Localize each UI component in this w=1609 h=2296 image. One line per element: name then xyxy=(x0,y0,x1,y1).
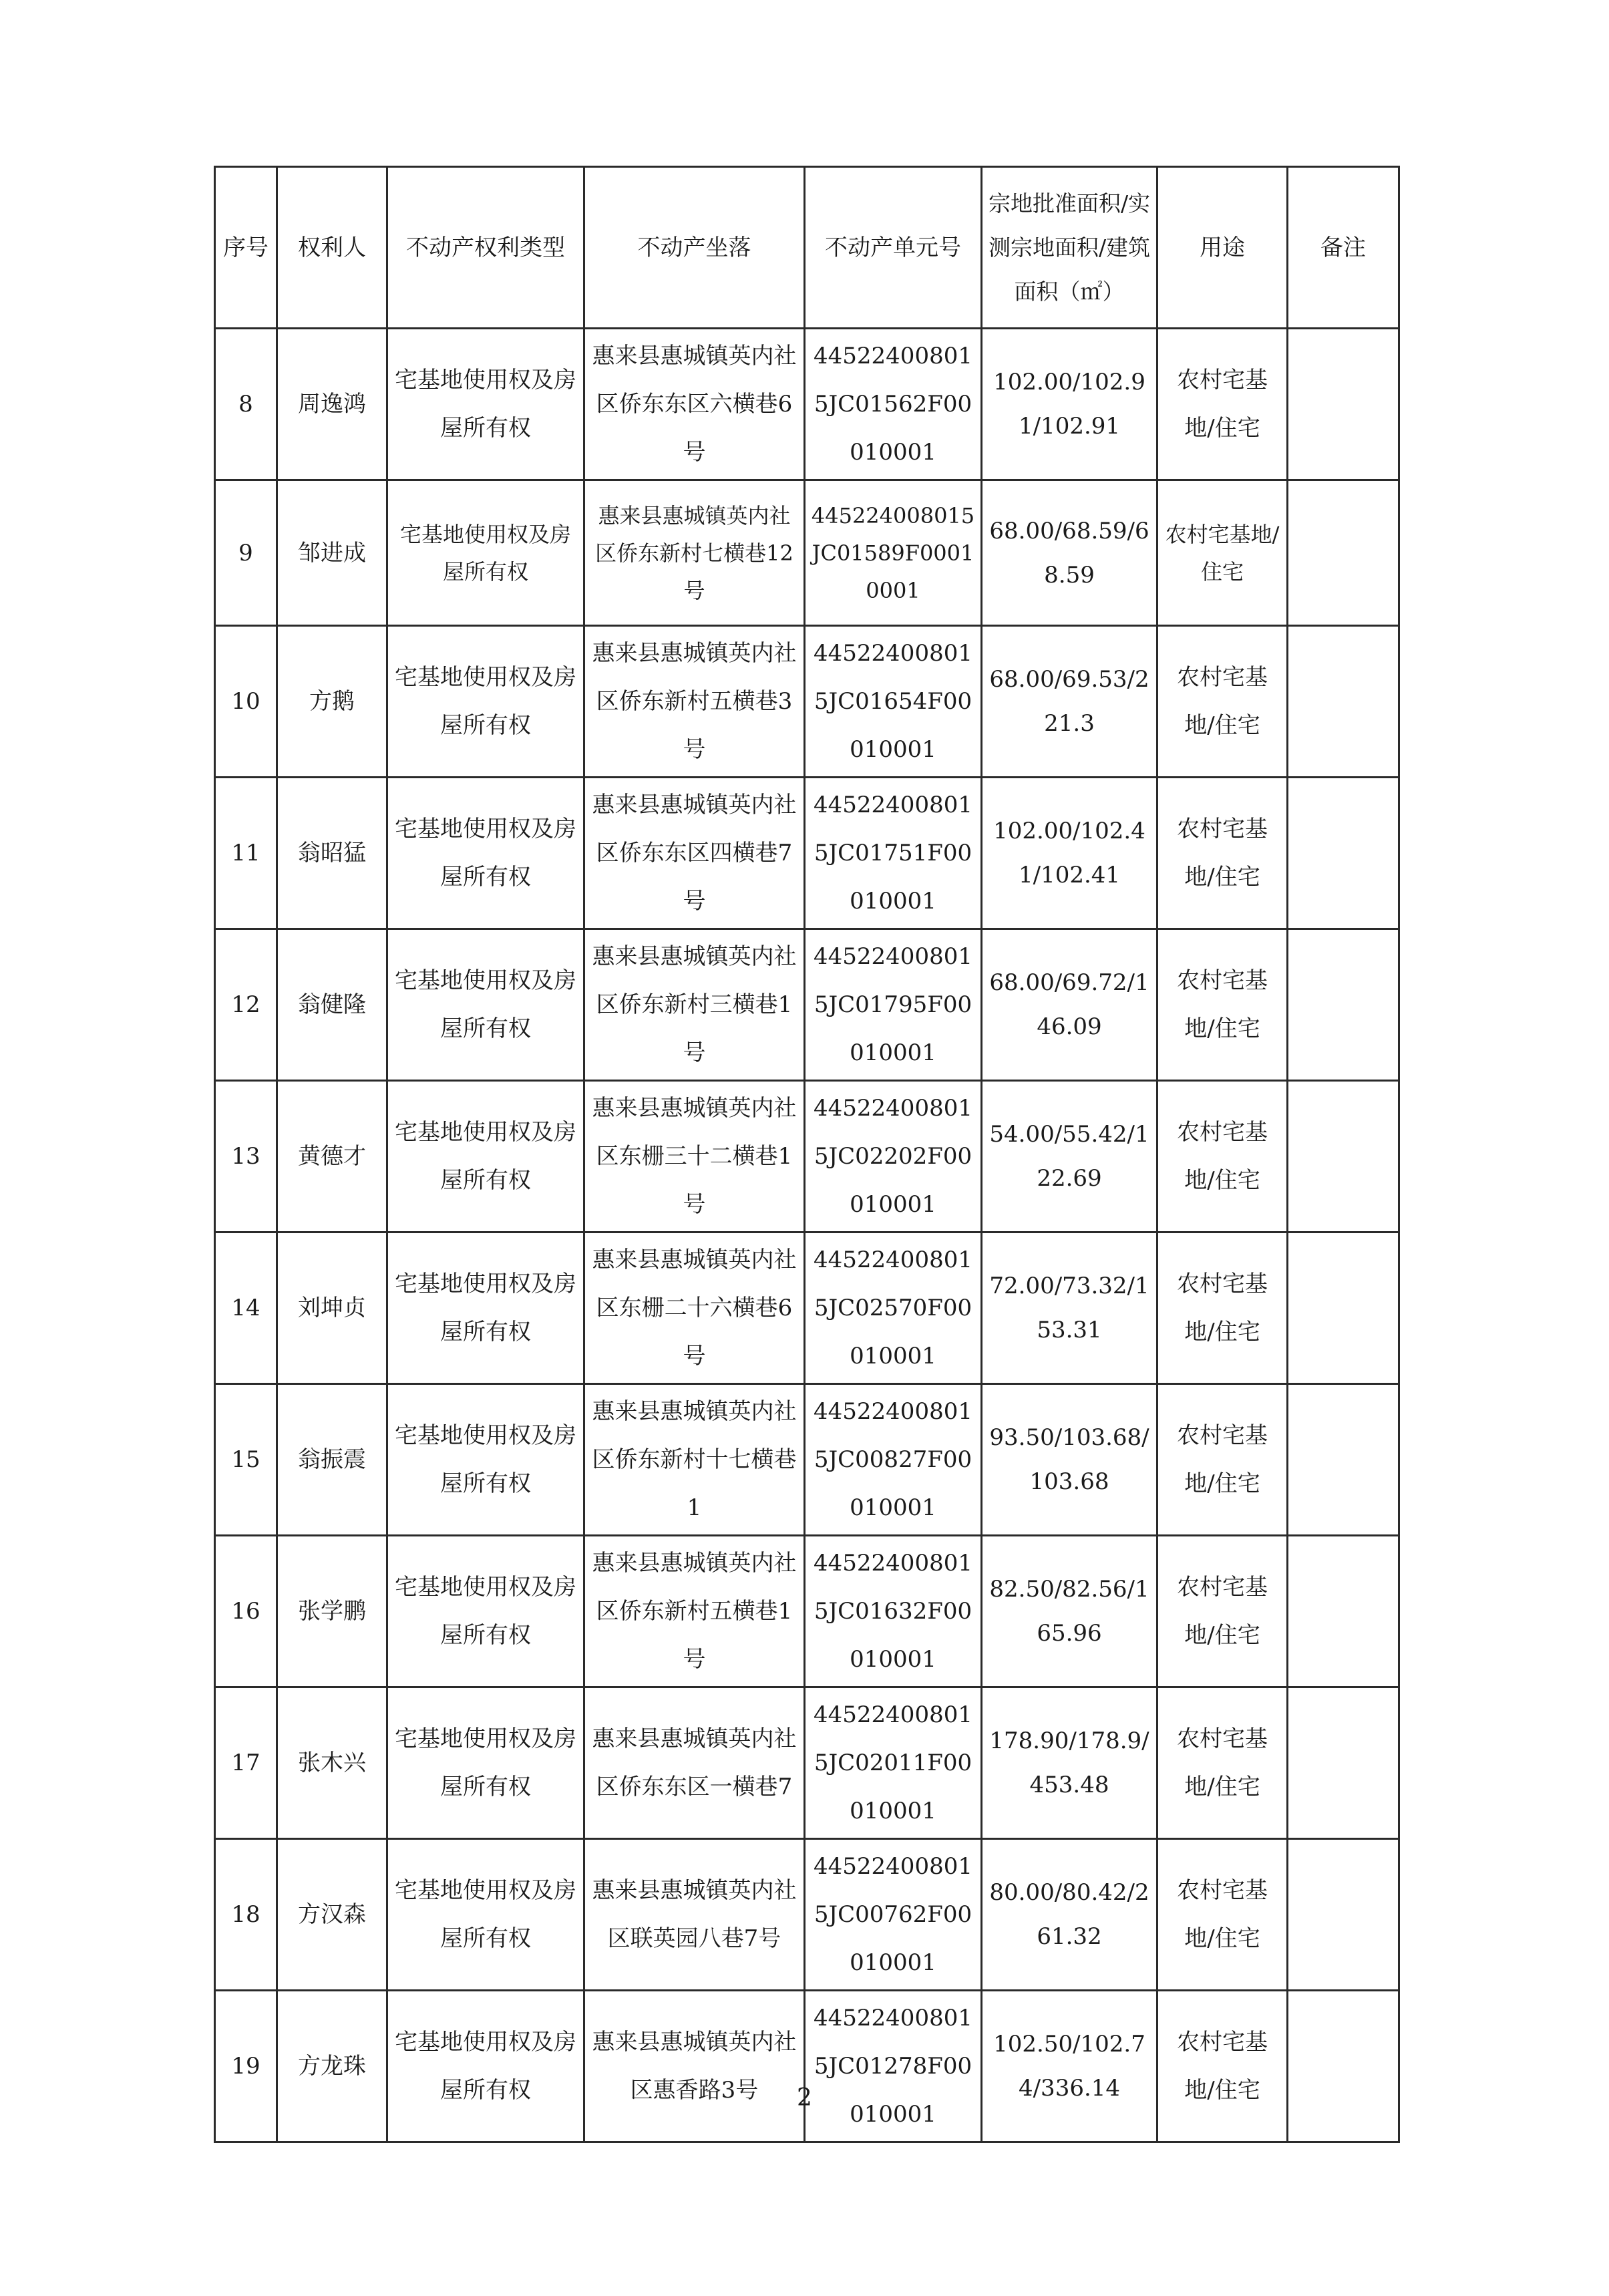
cell-location: 惠来县惠城镇英内社区东栅二十六横巷6号 xyxy=(584,1233,805,1384)
cell-area: 102.50/102.74/336.14 xyxy=(982,1991,1157,2142)
cell-unit-no: 445224008015JC02570F00010001 xyxy=(805,1233,982,1384)
table-row xyxy=(215,480,1399,626)
cell-usage: 农村宅基地/住宅 xyxy=(1157,1991,1288,2142)
cell-index: 12 xyxy=(215,929,277,1081)
cell-unit-no: 445224008015JC00827F00010001 xyxy=(805,1384,982,1536)
cell-remarks xyxy=(1288,1991,1399,2142)
cell-location: 惠来县惠城镇英内社区侨东新村五横巷1号 xyxy=(584,1536,805,1687)
cell-remarks xyxy=(1288,1233,1399,1384)
cell-index: 19 xyxy=(215,1991,277,2142)
cell-usage: 农村宅基地/住宅 xyxy=(1157,480,1288,626)
cell-right-type: 宅基地使用权及房屋所有权 xyxy=(387,778,584,929)
cell-location: 惠来县惠城镇英内社区侨东新村十七横巷1 xyxy=(584,1384,805,1536)
cell-area: 102.00/102.91/102.91 xyxy=(982,329,1157,480)
table-row xyxy=(215,1991,1399,2142)
cell-index: 15 xyxy=(215,1384,277,1536)
table-header-row xyxy=(215,167,1399,329)
cell-right-type: 宅基地使用权及房屋所有权 xyxy=(387,1384,584,1536)
cell-unit-no: 445224008015JC02202F00010001 xyxy=(805,1081,982,1233)
cell-right-type: 宅基地使用权及房屋所有权 xyxy=(387,1536,584,1687)
cell-right-type: 宅基地使用权及房屋所有权 xyxy=(387,480,584,626)
cell-usage: 农村宅基地/住宅 xyxy=(1157,778,1288,929)
cell-remarks xyxy=(1288,480,1399,626)
cell-holder: 方龙珠 xyxy=(277,1991,387,2142)
cell-index: 14 xyxy=(215,1233,277,1384)
table-row xyxy=(215,1536,1399,1687)
header-unit-no: 不动产单元号 xyxy=(805,167,982,329)
cell-remarks xyxy=(1288,1384,1399,1536)
cell-right-type: 宅基地使用权及房屋所有权 xyxy=(387,329,584,480)
cell-right-type: 宅基地使用权及房屋所有权 xyxy=(387,1081,584,1233)
cell-index: 11 xyxy=(215,778,277,929)
cell-holder: 翁振震 xyxy=(277,1384,387,1536)
table-row xyxy=(215,1839,1399,1991)
table-row xyxy=(215,778,1399,929)
header-location: 不动产坐落 xyxy=(584,167,805,329)
cell-holder: 翁昭猛 xyxy=(277,778,387,929)
cell-location: 惠来县惠城镇英内社区侨东东区一横巷7 xyxy=(584,1687,805,1839)
cell-remarks xyxy=(1288,1081,1399,1233)
cell-location: 惠来县惠城镇英内社区联英园八巷7号 xyxy=(584,1839,805,1991)
cell-remarks xyxy=(1288,778,1399,929)
table-row xyxy=(215,1233,1399,1384)
cell-holder: 翁健隆 xyxy=(277,929,387,1081)
cell-location: 惠来县惠城镇英内社区侨东新村三横巷1号 xyxy=(584,929,805,1081)
cell-right-type: 宅基地使用权及房屋所有权 xyxy=(387,626,584,778)
property-registry-table xyxy=(214,166,1400,2143)
header-area: 宗地批准面积/实测宗地面积/建筑面积（㎡） xyxy=(982,167,1157,329)
cell-unit-no: 445224008015JC00762F00010001 xyxy=(805,1839,982,1991)
cell-right-type: 宅基地使用权及房屋所有权 xyxy=(387,1233,584,1384)
cell-unit-no: 445224008015JC01589F00010001 xyxy=(805,480,982,626)
cell-holder: 张木兴 xyxy=(277,1687,387,1839)
cell-unit-no: 445224008015JC01562F00010001 xyxy=(805,329,982,480)
cell-index: 8 xyxy=(215,329,277,480)
cell-holder: 方汉森 xyxy=(277,1839,387,1991)
table-row xyxy=(215,329,1399,480)
cell-area: 72.00/73.32/153.31 xyxy=(982,1233,1157,1384)
cell-usage: 农村宅基地/住宅 xyxy=(1157,1687,1288,1839)
cell-location: 惠来县惠城镇英内社区侨东东区四横巷7号 xyxy=(584,778,805,929)
cell-unit-no: 445224008015JC01278F00010001 xyxy=(805,1991,982,2142)
cell-index: 13 xyxy=(215,1081,277,1233)
cell-index: 16 xyxy=(215,1536,277,1687)
cell-unit-no: 445224008015JC02011F00010001 xyxy=(805,1687,982,1839)
cell-usage: 农村宅基地/住宅 xyxy=(1157,1384,1288,1536)
cell-location: 惠来县惠城镇英内社区东栅三十二横巷1号 xyxy=(584,1081,805,1233)
cell-usage: 农村宅基地/住宅 xyxy=(1157,1839,1288,1991)
cell-remarks xyxy=(1288,1839,1399,1991)
cell-holder: 周逸鸿 xyxy=(277,329,387,480)
cell-index: 9 xyxy=(215,480,277,626)
cell-remarks xyxy=(1288,1687,1399,1839)
cell-area: 54.00/55.42/122.69 xyxy=(982,1081,1157,1233)
header-remarks: 备注 xyxy=(1288,167,1399,329)
header-right-type: 不动产权利类型 xyxy=(387,167,584,329)
cell-remarks xyxy=(1288,1536,1399,1687)
cell-area: 93.50/103.68/103.68 xyxy=(982,1384,1157,1536)
cell-location: 惠来县惠城镇英内社区侨东东区六横巷6号 xyxy=(584,329,805,480)
table-row xyxy=(215,1081,1399,1233)
cell-index: 10 xyxy=(215,626,277,778)
cell-holder: 黄德才 xyxy=(277,1081,387,1233)
cell-area: 82.50/82.56/165.96 xyxy=(982,1536,1157,1687)
cell-usage: 农村宅基地/住宅 xyxy=(1157,1233,1288,1384)
cell-holder: 刘坤贞 xyxy=(277,1233,387,1384)
cell-location: 惠来县惠城镇英内社区惠香路3号 xyxy=(584,1991,805,2142)
cell-usage: 农村宅基地/住宅 xyxy=(1157,626,1288,778)
cell-area: 80.00/80.42/261.32 xyxy=(982,1839,1157,1991)
cell-area: 178.90/178.9/453.48 xyxy=(982,1687,1157,1839)
cell-holder: 方鹅 xyxy=(277,626,387,778)
cell-right-type: 宅基地使用权及房屋所有权 xyxy=(387,929,584,1081)
cell-right-type: 宅基地使用权及房屋所有权 xyxy=(387,1991,584,2142)
cell-right-type: 宅基地使用权及房屋所有权 xyxy=(387,1687,584,1839)
cell-area: 68.00/69.53/221.3 xyxy=(982,626,1157,778)
cell-holder: 邹进成 xyxy=(277,480,387,626)
cell-remarks xyxy=(1288,626,1399,778)
cell-unit-no: 445224008015JC01751F00010001 xyxy=(805,778,982,929)
cell-right-type: 宅基地使用权及房屋所有权 xyxy=(387,1839,584,1991)
cell-index: 18 xyxy=(215,1839,277,1991)
cell-unit-no: 445224008015JC01795F00010001 xyxy=(805,929,982,1081)
cell-usage: 农村宅基地/住宅 xyxy=(1157,929,1288,1081)
table-row xyxy=(215,929,1399,1081)
page-number: 2 xyxy=(797,2084,812,2112)
cell-location: 惠来县惠城镇英内社区侨东新村五横巷3号 xyxy=(584,626,805,778)
cell-remarks xyxy=(1288,329,1399,480)
cell-index: 17 xyxy=(215,1687,277,1839)
header-holder: 权利人 xyxy=(277,167,387,329)
cell-usage: 农村宅基地/住宅 xyxy=(1157,329,1288,480)
cell-area: 68.00/68.59/68.59 xyxy=(982,480,1157,626)
header-usage: 用途 xyxy=(1157,167,1288,329)
cell-remarks xyxy=(1288,929,1399,1081)
cell-area: 102.00/102.41/102.41 xyxy=(982,778,1157,929)
table-row xyxy=(215,1687,1399,1839)
cell-unit-no: 445224008015JC01632F00010001 xyxy=(805,1536,982,1687)
cell-holder: 张学鹏 xyxy=(277,1536,387,1687)
header-index: 序号 xyxy=(215,167,277,329)
cell-usage: 农村宅基地/住宅 xyxy=(1157,1536,1288,1687)
cell-usage: 农村宅基地/住宅 xyxy=(1157,1081,1288,1233)
table-row xyxy=(215,626,1399,778)
cell-area: 68.00/69.72/146.09 xyxy=(982,929,1157,1081)
cell-location: 惠来县惠城镇英内社区侨东新村七横巷12号 xyxy=(584,480,805,626)
table-row xyxy=(215,1384,1399,1536)
cell-unit-no: 445224008015JC01654F00010001 xyxy=(805,626,982,778)
